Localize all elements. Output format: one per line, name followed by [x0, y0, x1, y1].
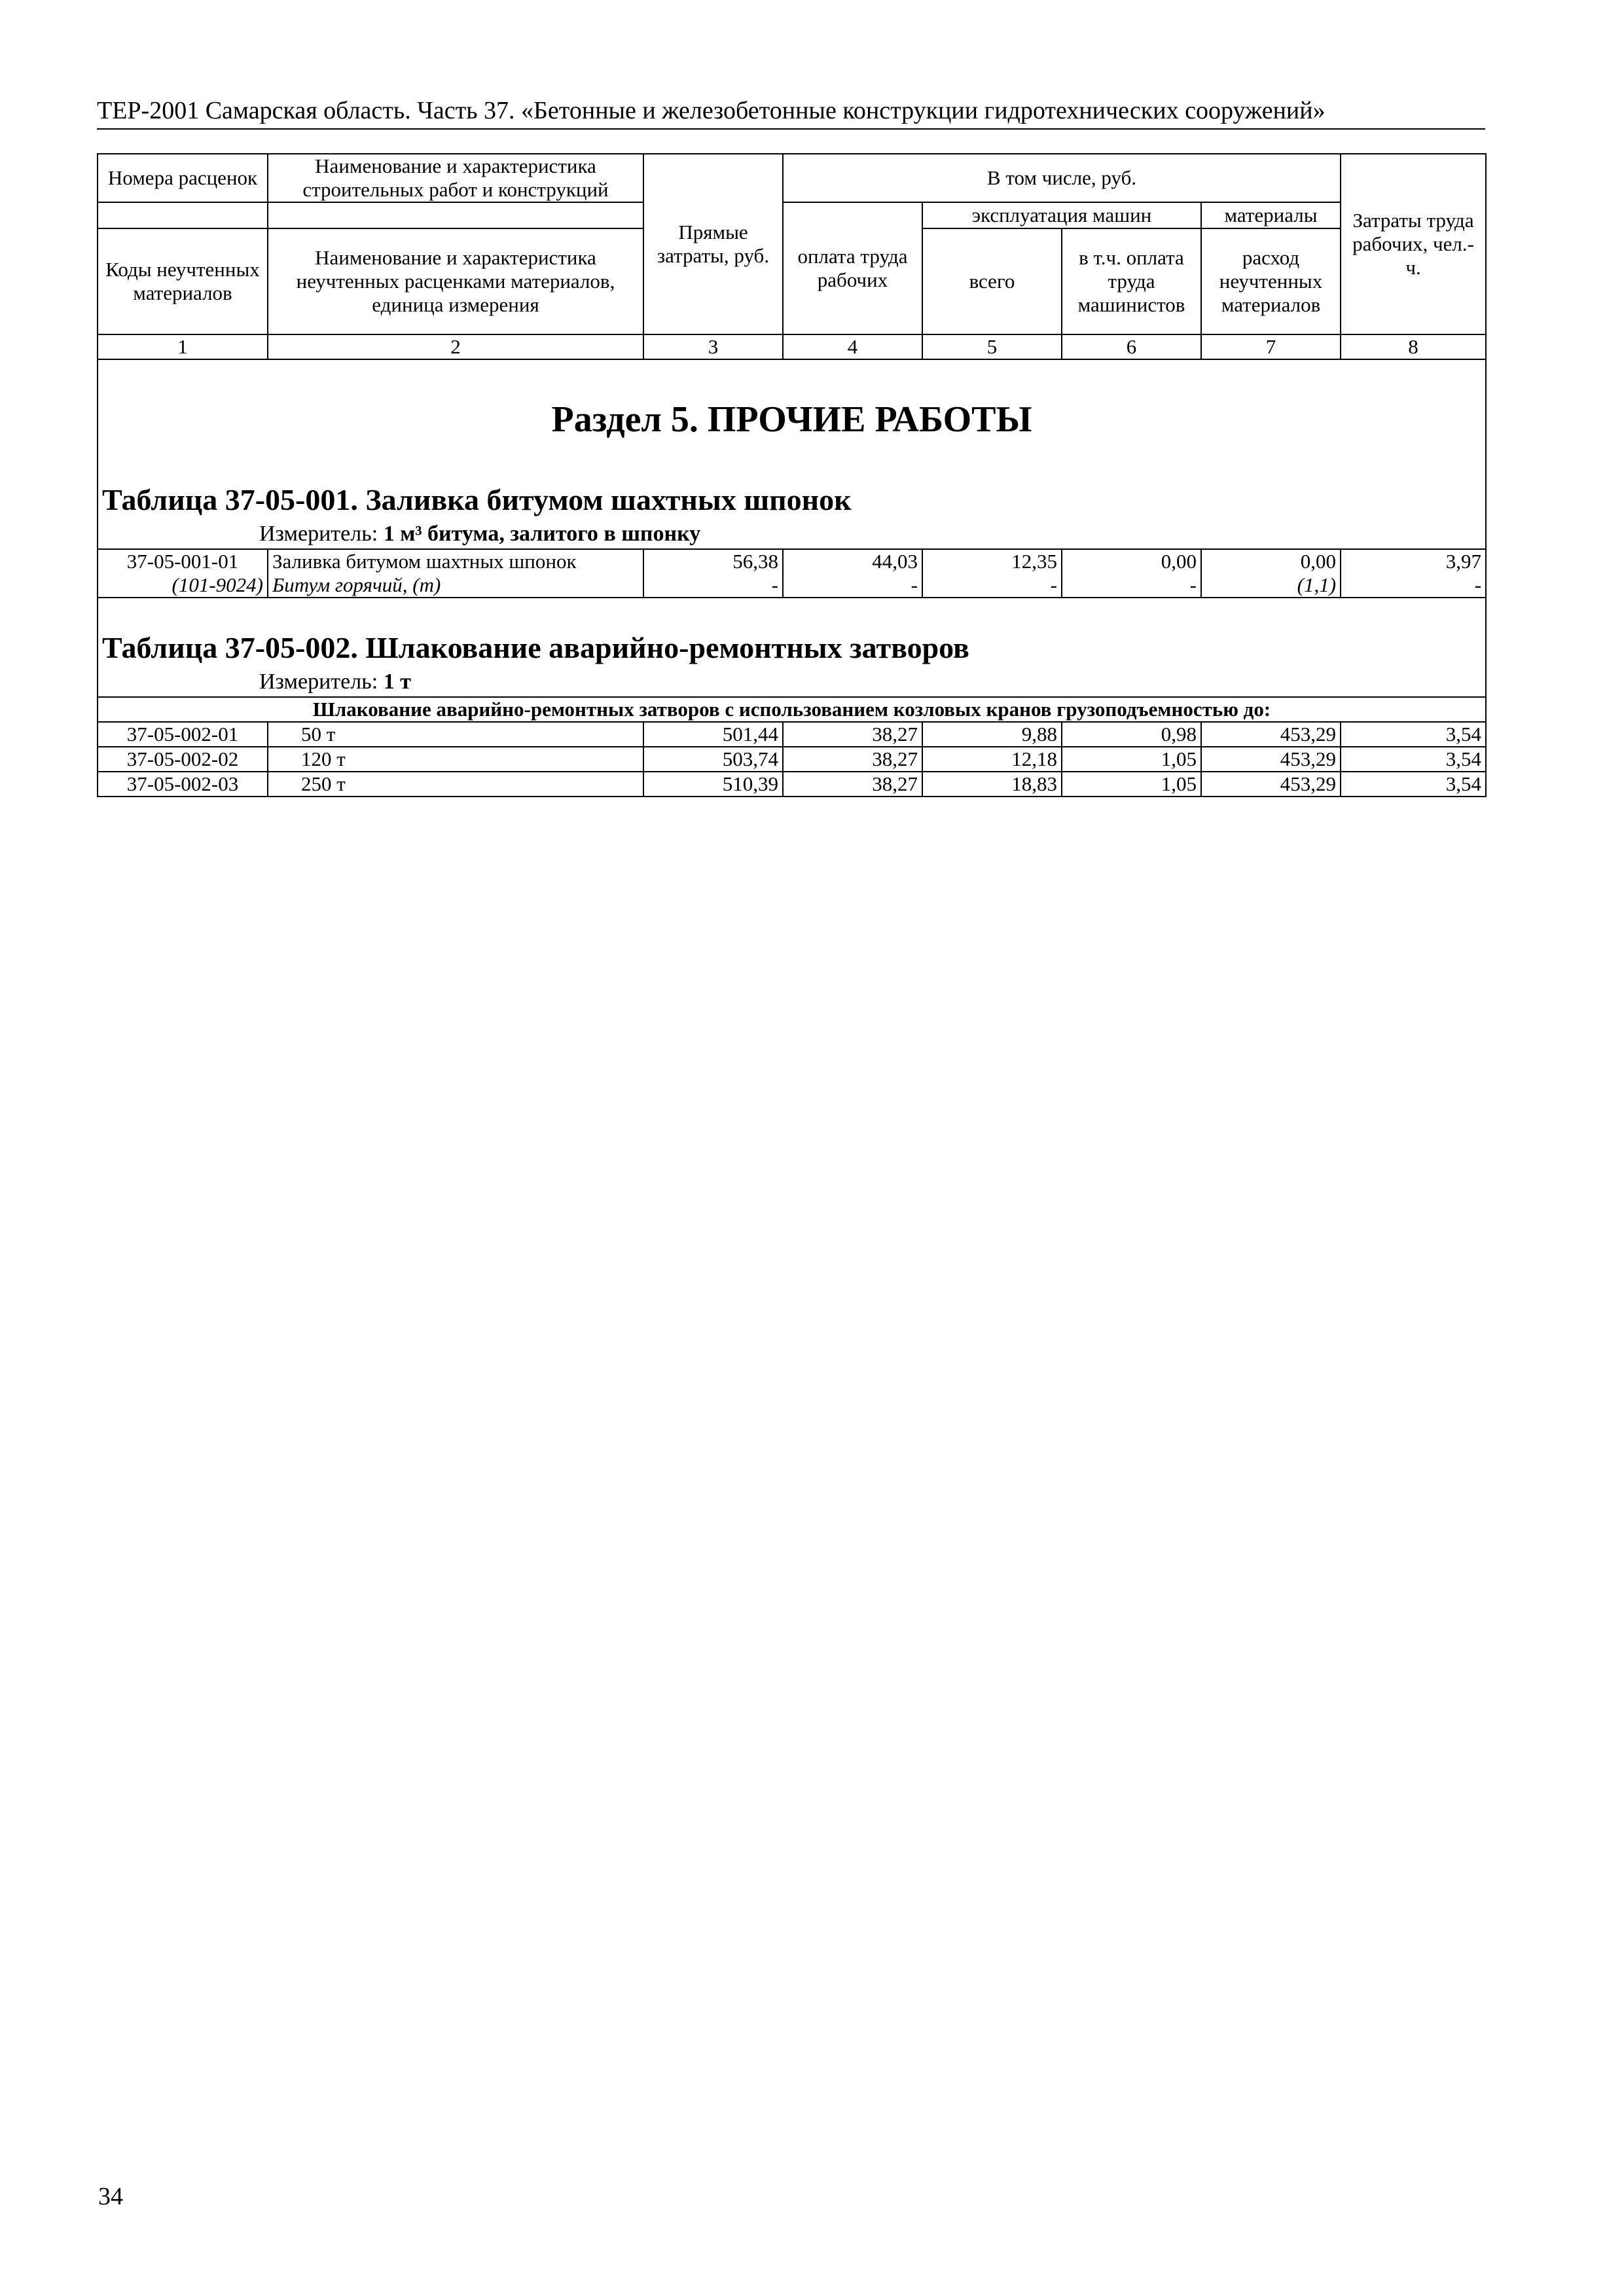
rates-table: [97, 153, 1487, 797]
machines-header: эксплуатация машин: [922, 202, 1201, 228]
col-number: 1: [98, 334, 268, 359]
direct-cost: 503,74: [643, 747, 783, 772]
material-consumption: (1,1): [1201, 573, 1341, 598]
direct-cost: 501,44: [643, 722, 783, 747]
col-1-bottom-header: Коды неучтенных материалов: [98, 228, 268, 334]
col-number: 6: [1062, 334, 1201, 359]
col-number: 8: [1341, 334, 1486, 359]
rate-code: 37-05-002-03: [98, 772, 268, 797]
col-8-header: Затраты труда рабочих, чел.-ч.: [1341, 154, 1486, 334]
machinist-labor-cost: 0,00: [1062, 549, 1201, 573]
col-4-header: оплата труда рабочих: [783, 202, 922, 334]
measure-value: 1 м³ битума, залитого в шпонку: [383, 522, 701, 546]
direct-cost: -: [643, 573, 783, 598]
col-2-top-header-cont: [268, 202, 643, 228]
materials-header: материалы: [1201, 202, 1341, 228]
rate-name: 50 т: [268, 722, 643, 747]
col-7-header: расход неучтенных материалов: [1201, 228, 1341, 334]
material-row: [98, 573, 1486, 598]
materials-cost: 453,29: [1201, 722, 1341, 747]
material-code: (101-9024): [98, 573, 268, 598]
table-2-block: [98, 598, 1486, 697]
col-6-header: в т.ч. оплата труда машинистов: [1062, 228, 1201, 334]
direct-cost: 56,38: [643, 549, 783, 573]
table-row: [98, 722, 1486, 747]
machinist-labor-cost: 1,05: [1062, 747, 1201, 772]
table-row: [98, 549, 1486, 573]
rate-code: 37-05-001-01: [98, 549, 268, 573]
labor-cost: -: [783, 573, 922, 598]
col-number: 3: [643, 334, 783, 359]
col-5-header: всего: [922, 228, 1062, 334]
page-header: ТЕР-2001 Самарская область. Часть 37. «Бетонные и железобетонные конструкции гидротехнических сооружений»: [97, 96, 1485, 130]
labor-hours: 3,97: [1341, 549, 1486, 573]
labor-cost: 38,27: [783, 772, 922, 797]
column-numbers-row: [98, 334, 1486, 359]
col-number: 2: [268, 334, 643, 359]
machine-cost: 18,83: [922, 772, 1062, 797]
col-number: 5: [922, 334, 1062, 359]
rate-name: 250 т: [268, 772, 643, 797]
measure-label: Измеритель:: [259, 670, 378, 694]
material-name: Битум горячий, (т): [268, 573, 643, 598]
table-1-measure: [102, 521, 1481, 547]
materials-cost: 453,29: [1201, 772, 1341, 797]
machinist-labor-cost: -: [1062, 573, 1201, 598]
table-row: [98, 747, 1486, 772]
section-block: [98, 359, 1486, 549]
page-number: 34: [98, 2183, 123, 2210]
labor-hours: 3,54: [1341, 772, 1486, 797]
col-number: 4: [783, 334, 922, 359]
machine-cost: 12,35: [922, 549, 1062, 573]
labor-hours: 3,54: [1341, 747, 1486, 772]
col-3-header: Прямые затраты, руб.: [643, 154, 783, 334]
col-number: 7: [1201, 334, 1341, 359]
table-2-measure: [102, 669, 1481, 695]
col-1-top-header-cont: [98, 202, 268, 228]
labor-cost: 38,27: [783, 747, 922, 772]
section-title: Раздел 5. ПРОЧИЕ РАБОТЫ: [551, 399, 1032, 440]
machine-cost: -: [922, 573, 1062, 598]
materials-cost: 0,00: [1201, 549, 1341, 573]
col-2-top-header: Наименование и характеристика строительных работ и конструкций: [268, 154, 643, 202]
labor-cost: 44,03: [783, 549, 922, 573]
machine-cost: 9,88: [922, 722, 1062, 747]
table-2-subheading: Шлакование аварийно-ремонтных затворов с использованием козловых кранов грузоподъемностью до:: [98, 697, 1486, 722]
rate-name: 120 т: [268, 747, 643, 772]
rate-name: Заливка битумом шахтных шпонок: [268, 549, 643, 573]
rate-code: 37-05-002-02: [98, 747, 268, 772]
included-header: В том числе, руб.: [783, 154, 1341, 202]
labor-hours: 3,54: [1341, 722, 1486, 747]
col-2-bottom-header: Наименование и характеристика неучтенных расценками материалов, единица измерения: [268, 228, 643, 334]
machine-cost: 12,18: [922, 747, 1062, 772]
rate-code: 37-05-002-01: [98, 722, 268, 747]
machinist-labor-cost: 0,98: [1062, 722, 1201, 747]
table-1-title: Таблица 37-05-001. Заливка битумом шахтных шпонок: [102, 483, 852, 516]
materials-cost: 453,29: [1201, 747, 1341, 772]
machinist-labor-cost: 1,05: [1062, 772, 1201, 797]
table-row: [98, 772, 1486, 797]
table-2-title: Таблица 37-05-002. Шлакование аварийно-ремонтных затворов: [102, 631, 969, 664]
col-1-top-header: Номера расценок: [98, 154, 268, 202]
measure-value: 1 т: [383, 670, 411, 694]
measure-label: Измеритель:: [259, 522, 378, 546]
labor-hours: -: [1341, 573, 1486, 598]
labor-cost: 38,27: [783, 722, 922, 747]
direct-cost: 510,39: [643, 772, 783, 797]
